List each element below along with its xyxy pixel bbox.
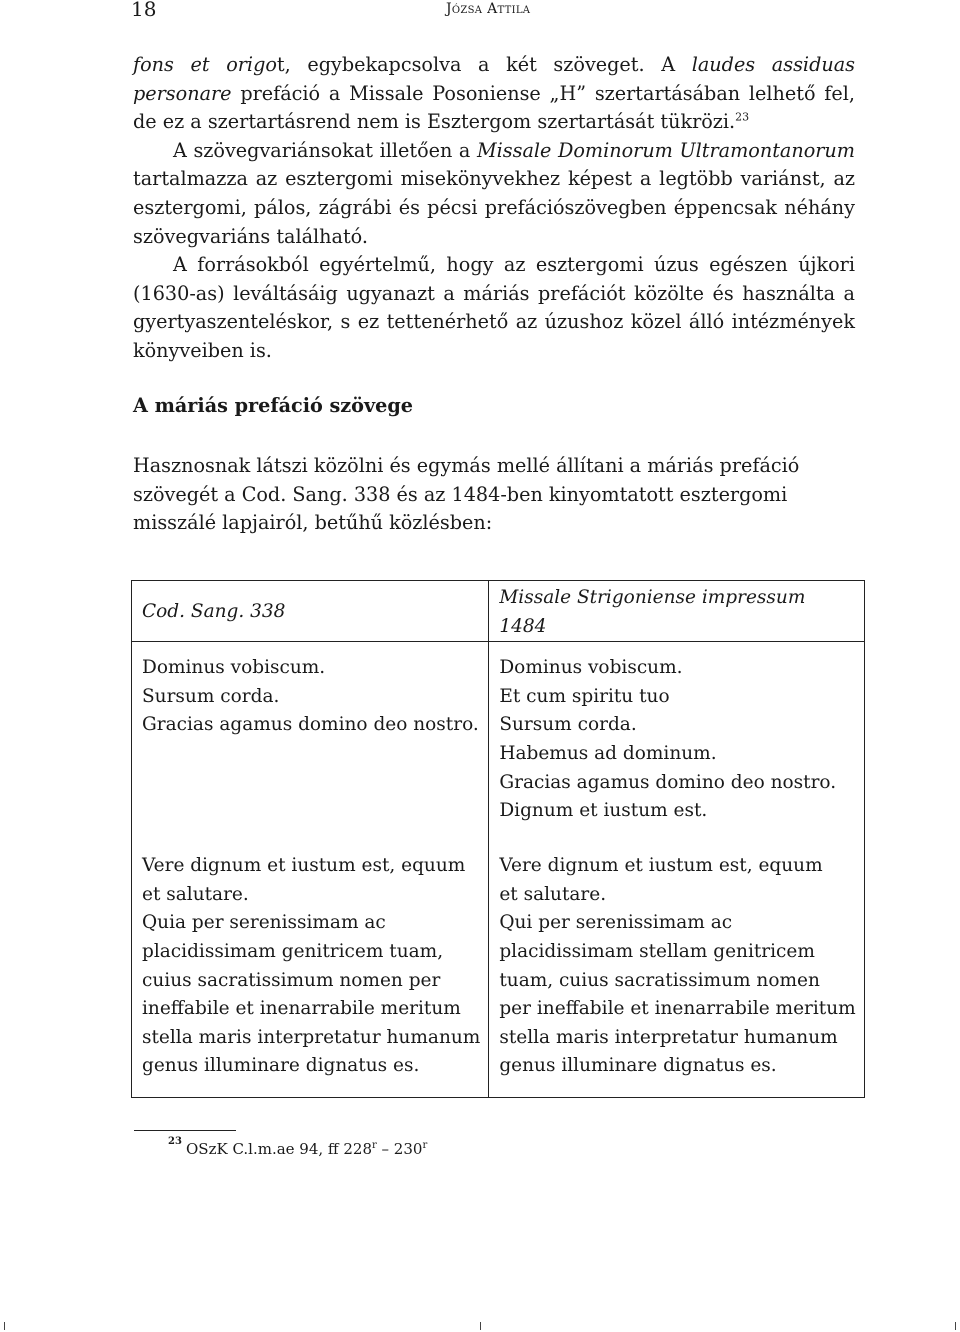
text-line: Vere dignum et iustum est, equum: [142, 855, 466, 877]
text-line: Habemus ad dominum.: [499, 742, 717, 764]
footnote-divider: [134, 1130, 236, 1131]
right-cell-block-2: [489, 852, 864, 1097]
italic-phrase: Missale Dominorum Ultramontanorum: [476, 138, 855, 162]
text-line: Vere dignum et iustum est, equum: [499, 855, 823, 877]
paragraph-3: A forrásokból egyértelmű, hogy az esztergomi úzus egészen újkori (1630-as) leváltásáig ugyanazt a máriás prefációt közölte és használta a gyertyaszenteléskor, s ez tettenérhető az úzushoz közel álló intézmények könyveiben is.: [133, 253, 855, 362]
text-line: Gracias agamus domino deo nostro.: [142, 714, 479, 736]
page-number: 18: [131, 0, 157, 21]
text-line: Qui per serenissimam ac: [499, 912, 733, 934]
right-cell-block-1: [489, 642, 864, 853]
text-run: A szövegvariánsokat illetően a: [173, 138, 477, 162]
text-line: Sursum corda.: [499, 714, 637, 736]
footnote-sup: r: [422, 1140, 428, 1151]
text-run: tartalmazza az esztergomi misekönyvekhez képest a legtöbb variánst, az esztergomi, pálos, zágrábi és pécsi prefációszövegben éppencsak néhány szövegvariáns található.: [133, 167, 855, 248]
text-run: t, egybekapcsolva a két szöveget. A: [276, 53, 692, 76]
table-header-row: [132, 581, 865, 642]
text-line: placidissimam genitricem tuam,: [142, 940, 444, 962]
text-line: genus illuminare dignatus es.: [142, 1055, 420, 1077]
text-line: Gracias agamus domino deo nostro.: [499, 771, 837, 793]
text-line: stella maris interpretatur humanum: [142, 1026, 481, 1048]
comparison-table: [131, 580, 865, 1098]
footnote: [168, 1136, 428, 1158]
footnote-text: OSzK C.l.m.ae 94, ff 228: [186, 1140, 372, 1158]
italic-phrase: fons et origo: [133, 53, 277, 76]
text-line: Et cum spiritu tuo: [499, 685, 670, 707]
text-line: et salutare.: [142, 883, 249, 905]
paragraph-1: [133, 51, 855, 137]
text-line: Dominus vobiscum.: [499, 657, 683, 679]
text-line: Quia per serenissimam ac: [142, 912, 386, 934]
text-line: Dominus vobiscum.: [142, 657, 326, 679]
header-missale-strigoniense: Missale Strigoniense impressum 1484: [489, 581, 864, 642]
text-line: Dignum et iustum est.: [499, 800, 708, 822]
text-line: genus illuminare dignatus es.: [499, 1055, 777, 1077]
left-cell-block-2: [132, 852, 489, 1097]
text-run: prefáció a Missale Posoniense „H” szertartásában lelhető fel, de ez a szertartásrend nem is Esztergom szertartását tükrözi.: [133, 81, 855, 134]
text-line: cuius sacratissimum nomen per: [142, 969, 441, 991]
table-row: [132, 852, 865, 1097]
text-line: Sursum corda.: [142, 685, 280, 707]
paragraph-2: [133, 137, 855, 251]
footnote-sup: r: [371, 1140, 377, 1151]
section-heading: A máriás prefáció szövege: [133, 394, 413, 417]
text-line: et salutare.: [499, 883, 607, 905]
intro-text: Hasznosnak látszi közölni és egymás mellé állítani a máriás prefáció szövegét a Cod. Sang. 338 és az 1484-ben kinyomtatott esztergomi misszálé lapjairól, betűhű közlésben:: [133, 454, 800, 535]
text-line: tuam, cuius sacratissimum nomen: [499, 969, 820, 991]
footnote-number: 23: [168, 1136, 182, 1147]
crop-mark: [4, 1322, 5, 1330]
header-cod-sang: Cod. Sang. 338: [132, 581, 489, 642]
text-line: ineffabile et inenarrabile meritum: [142, 998, 461, 1020]
text-line: placidissimam stellam genitricem: [499, 940, 815, 962]
table-row: [132, 642, 865, 853]
text-line: per ineffabile et inenarrabile meritum: [499, 998, 856, 1020]
crop-mark: [480, 1322, 481, 1330]
left-cell-block-1: [132, 642, 489, 853]
intro-paragraph: [133, 452, 855, 538]
footnote-reference[interactable]: 23: [735, 110, 750, 124]
body-text: [133, 51, 855, 366]
italic-phrase: laudes assiduas personare: [133, 53, 855, 105]
text-line: stella maris interpretatur humanum: [499, 1026, 838, 1048]
crop-mark: [955, 1322, 956, 1330]
footnote-range: – 230: [376, 1140, 423, 1158]
running-head: Józsa Attila: [446, 1, 531, 17]
